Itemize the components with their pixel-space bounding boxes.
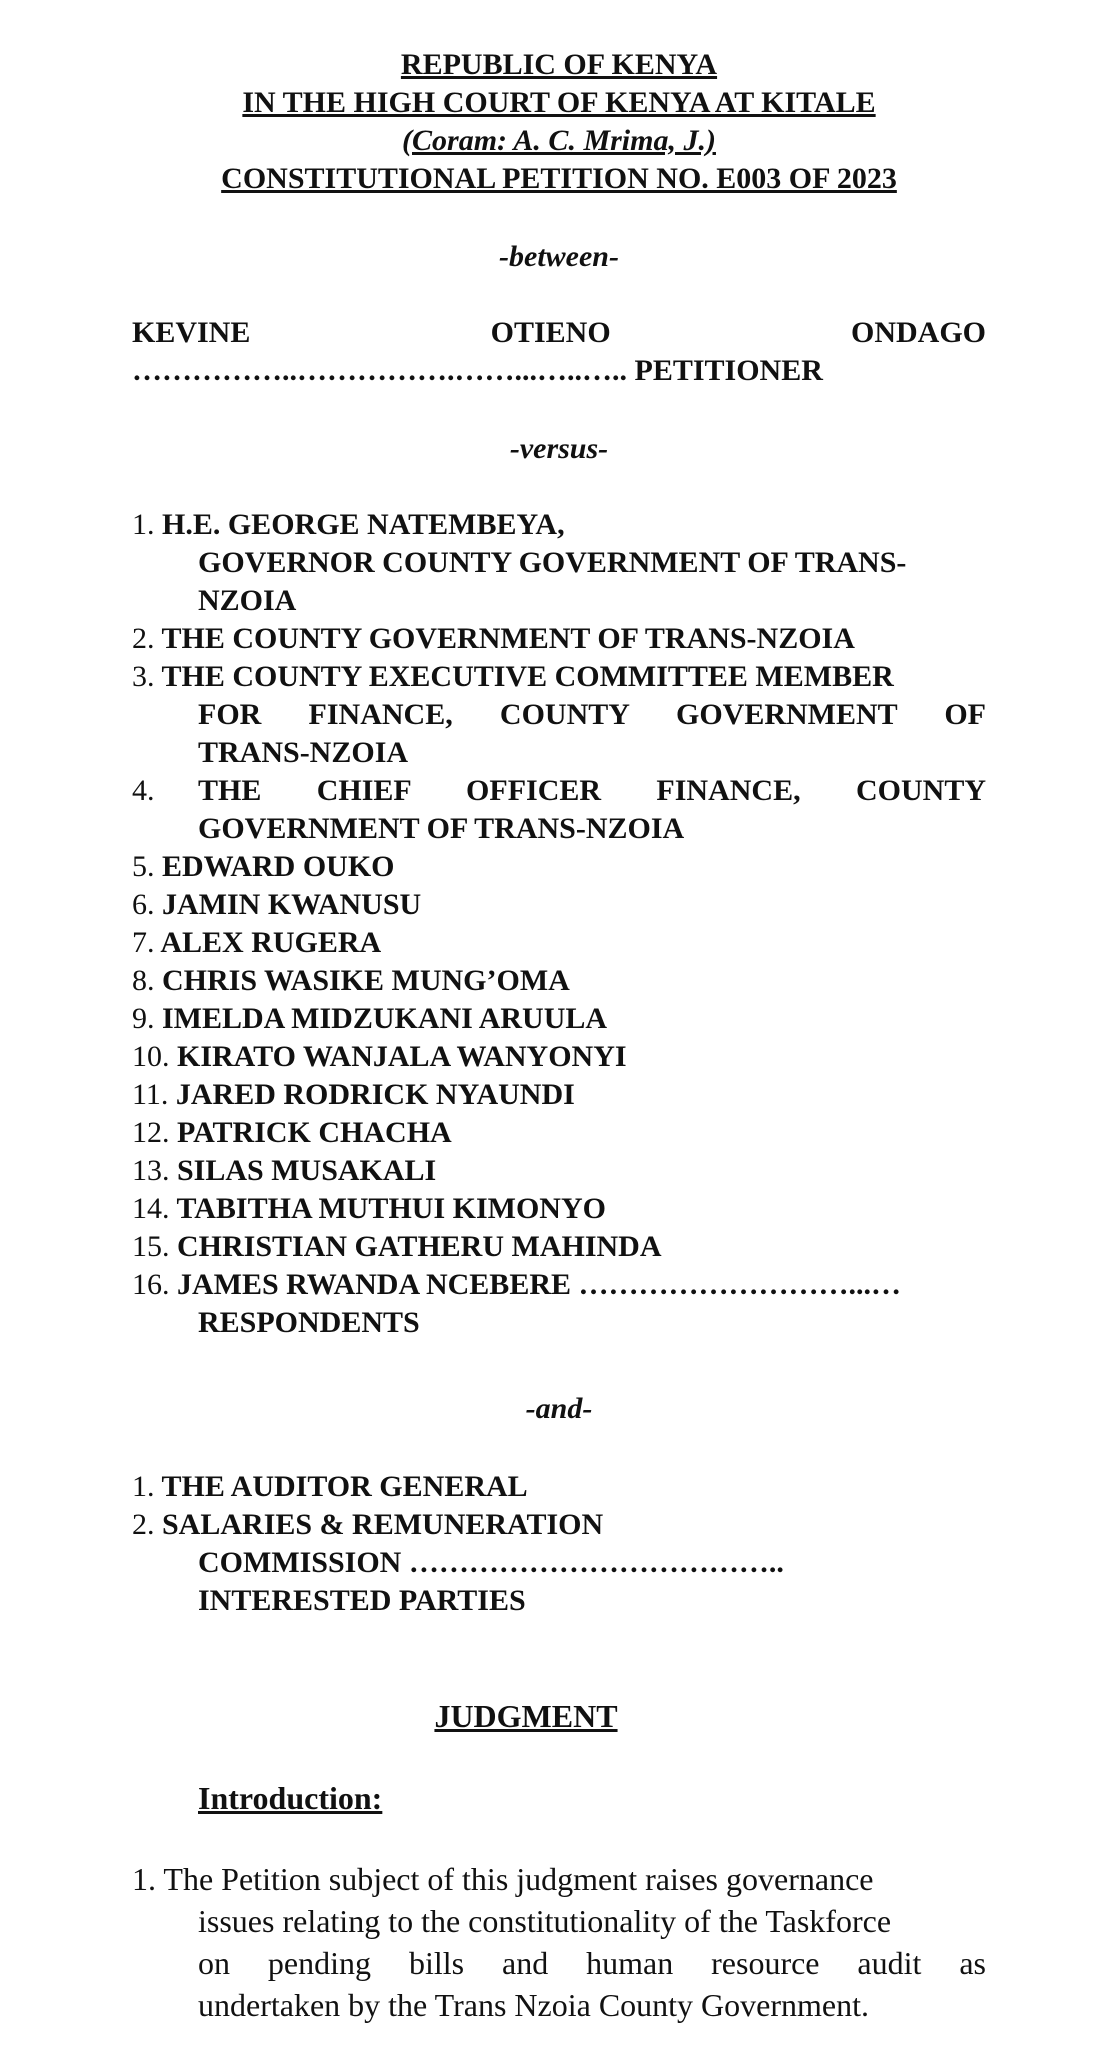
paragraph-number: 1.	[132, 1861, 156, 1897]
respondent-line: THE COUNTY GOVERNMENT OF TRANS-NZOIA	[161, 622, 855, 655]
respondent-item	[132, 620, 986, 658]
interested-party-item	[132, 1468, 986, 1506]
judgment-title: JUDGMENT	[434, 1698, 618, 1734]
versus-separator: -versus-	[509, 432, 609, 465]
respondent-number: 5.	[132, 850, 155, 883]
respondent-item	[132, 1228, 986, 1266]
respondent-item	[132, 848, 986, 886]
petitioner-name-word: KEVINE	[132, 316, 251, 349]
interested-party-line: THE AUDITOR GENERAL	[161, 1470, 528, 1503]
respondent-number: 6.	[132, 888, 155, 921]
respondent-number: 3.	[132, 660, 155, 693]
respondent-item	[132, 1038, 986, 1076]
respondent-item	[132, 772, 986, 810]
respondent-line: NZOIA	[198, 584, 297, 617]
petitioner-role-line	[132, 352, 986, 390]
petitioner-name-word: OTIENO	[490, 316, 611, 349]
petitioner-name-line	[132, 314, 986, 352]
respondent-line: THE CHIEF OFFICER FINANCE, COUNTY	[198, 774, 986, 807]
respondent-number: 13.	[132, 1154, 170, 1187]
respondent-line: ALEX RUGERA	[160, 926, 382, 959]
paragraph-text: The Petition subject of this judgment raises governance	[163, 1861, 874, 1897]
respondent-item	[132, 506, 986, 544]
and-separator: -and-	[525, 1392, 593, 1425]
respondent-item	[132, 1076, 986, 1114]
coram-heading: (Coram: A. C. Mrima, J.)	[402, 124, 716, 157]
respondent-number: 9.	[132, 1002, 155, 1035]
respondent-line: SILAS MUSAKALI	[177, 1154, 437, 1187]
respondent-line: FOR FINANCE, COUNTY GOVERNMENT OF	[198, 698, 986, 731]
respondent-number: 4.	[132, 774, 155, 807]
introduction-heading: Introduction:	[198, 1780, 383, 1816]
respondent-line: THE COUNTY EXECUTIVE COMMITTEE MEMBER	[161, 660, 894, 693]
court-heading: IN THE HIGH COURT OF KENYA AT KITALE	[242, 86, 876, 119]
respondent-justified-line	[132, 658, 894, 696]
respondent-number: 8.	[132, 964, 155, 997]
respondent-item	[132, 1000, 986, 1038]
respondent-line: PATRICK CHACHA	[177, 1116, 452, 1149]
petitioner-name-word: ONDAGO	[850, 316, 986, 349]
respondent-item	[132, 1114, 986, 1152]
respondent-number: 7.	[132, 926, 155, 959]
respondent-line: GOVERNOR COUNTY GOVERNMENT OF TRANS-	[198, 546, 907, 579]
respondent-line: KIRATO WANJALA WANYONYI	[177, 1040, 627, 1073]
respondent-item	[132, 1152, 986, 1190]
respondent-number: 15.	[132, 1230, 170, 1263]
respondent-line: GOVERNMENT OF TRANS-NZOIA	[198, 812, 685, 845]
respondents-role: RESPONDENTS	[198, 1306, 420, 1339]
respondent-line: JAMIN KWANUSU	[162, 888, 422, 921]
respondent-number: 2.	[132, 622, 155, 655]
paragraph-line: on pending bills and human resource audit as	[198, 1945, 986, 1981]
respondent-line: JARED RODRICK NYAUNDI	[175, 1078, 575, 1111]
interested-party-number: 1.	[132, 1470, 155, 1503]
paragraph-line: issues relating to the constitutionality of the Taskforce	[198, 1903, 892, 1939]
petitioner-dots: ……………..…………….……...…..…..	[132, 354, 627, 387]
respondent-item	[132, 924, 986, 962]
paragraph-line: undertaken by the Trans Nzoia County Government.	[198, 1987, 869, 2023]
interested-party-number: 2.	[132, 1508, 155, 1541]
respondent-line: TRANS-NZOIA	[198, 736, 409, 769]
interested-party-item	[132, 1506, 986, 1544]
petitioner-role: PETITIONER	[634, 354, 823, 387]
respondent-number: 1.	[132, 508, 155, 541]
respondent-item	[132, 1266, 986, 1304]
respondent-line: TABITHA MUTHUI KIMONYO	[176, 1192, 606, 1225]
respondent-number: 16.	[132, 1268, 170, 1301]
respondent-item	[132, 962, 986, 1000]
respondent-line: IMELDA MIDZUKANI ARUULA	[162, 1002, 608, 1035]
respondent-number: 11.	[132, 1078, 169, 1111]
respondent-line: CHRIS WASIKE MUNG’OMA	[162, 964, 570, 997]
republic-heading: REPUBLIC OF KENYA	[400, 48, 718, 81]
respondent-item	[132, 1190, 986, 1228]
respondent-number: 12.	[132, 1116, 170, 1149]
between-separator: -between-	[499, 240, 619, 273]
respondent-item	[132, 886, 986, 924]
respondent-line: EDWARD OUKO	[162, 850, 395, 883]
respondent-line: JAMES RWANDA NCEBERE ………………………...…	[177, 1268, 901, 1301]
respondent-line: H.E. GEORGE NATEMBEYA,	[162, 508, 565, 541]
interested-party-line: COMMISSION ………………………………..	[198, 1546, 784, 1579]
respondent-line: CHRISTIAN GATHERU MAHINDA	[177, 1230, 662, 1263]
interested-party-line: SALARIES & REMUNERATION	[162, 1508, 604, 1541]
interested-parties-role: INTERESTED PARTIES	[198, 1584, 526, 1617]
respondent-number: 10.	[132, 1040, 170, 1073]
respondent-number: 14.	[132, 1192, 170, 1225]
paragraph-line	[132, 1858, 986, 1900]
petition-number-heading: CONSTITUTIONAL PETITION NO. E003 OF 2023	[221, 162, 897, 195]
respondent-item	[132, 658, 986, 696]
